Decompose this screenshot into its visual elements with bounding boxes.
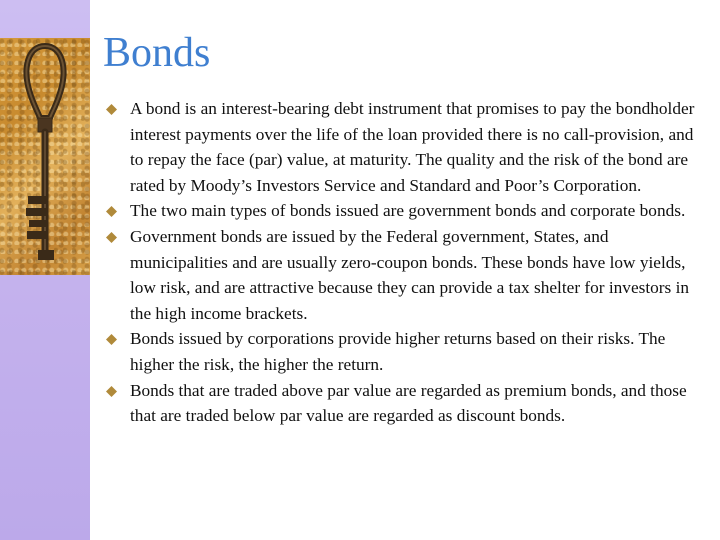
- bullet-item: [106, 378, 706, 429]
- bullet-text: The two main types of bonds issued are government bonds and corporate bonds.: [130, 201, 686, 221]
- key-photo: [0, 38, 90, 275]
- bullet-item: [106, 326, 706, 377]
- slide-title: Bonds: [103, 30, 211, 76]
- bullet-text: Bonds issued by corporations provide higher returns based on their risks. The higher the risk, the higher the return.: [130, 329, 666, 374]
- diamond-bullet-icon: [106, 206, 117, 217]
- bullet-list: [106, 96, 706, 429]
- bullet-text: Bonds that are traded above par value are regarded as premium bonds, and those that are traded below par value are regarded as discount bonds.: [130, 380, 687, 426]
- bullet-item: [106, 224, 706, 326]
- diamond-bullet-icon: [106, 104, 117, 115]
- diamond-bullet-icon: [106, 334, 117, 345]
- antique-key-icon: [0, 38, 90, 275]
- bullet-text: Government bonds are issued by the Federal government, States, and municipalities and are usually zero-coupon bonds. These bonds have low yields, low risk, and are attractive because they can provide a tax shelter for investors in the high income brackets.: [130, 226, 690, 323]
- bullet-text: A bond is an interest-bearing debt instrument that promises to pay the bondholder interest payments over the life of the loan provided there is no call-provision, and to repay the face (par) value, at maturity. The quality and the risk of the bond are rated by Moody’s Investors Service and Standard and Poor’s Corporation.: [130, 99, 695, 195]
- diamond-bullet-icon: [106, 232, 117, 243]
- bullet-item: [106, 198, 706, 224]
- diamond-bullet-icon: [106, 386, 117, 397]
- bullet-item: [106, 96, 706, 198]
